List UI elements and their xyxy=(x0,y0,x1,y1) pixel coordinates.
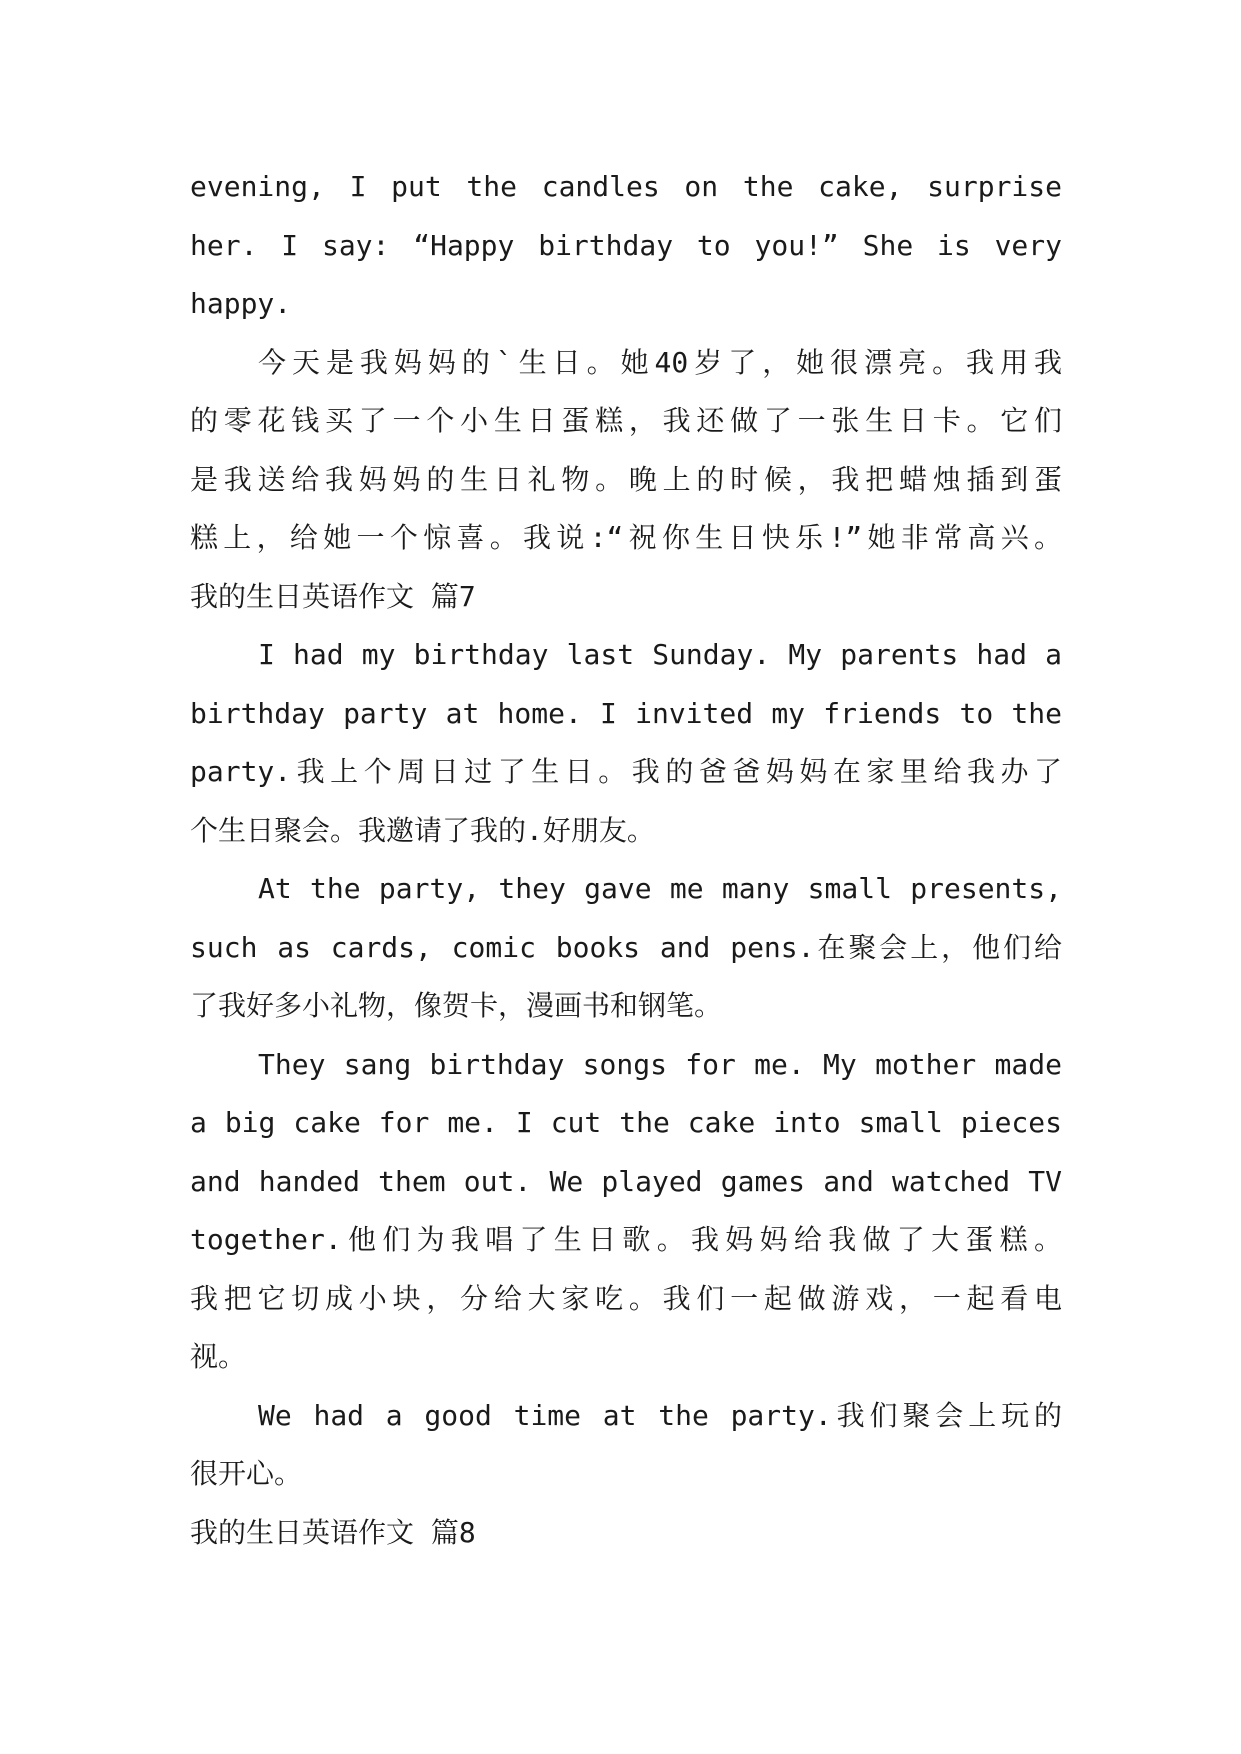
text-line: 的零花钱买了一个小生日蛋糕，我还做了一张生日卡。它们 xyxy=(190,404,1062,437)
paragraph-english-ending xyxy=(190,158,1062,334)
text-line: We had a good time at the party.我们聚会上玩的 xyxy=(258,1398,1062,1432)
paragraph-songs-cake xyxy=(190,1036,1062,1387)
paragraph-last-sunday xyxy=(190,626,1062,860)
text-line: I had my birthday last Sunday. My parents had a xyxy=(258,638,1062,671)
text-line: 是我送给我妈妈的生日礼物。晚上的时候，我把蜡烛插到蛋 xyxy=(190,462,1062,496)
text-line: party.我上个周日过了生日。我的爸爸妈妈在家里给我办了 xyxy=(190,755,1062,788)
text-line: 个生日聚会。我邀请了我的.好朋友。 xyxy=(190,813,655,847)
paragraph-presents xyxy=(190,860,1062,1036)
section-heading-essay-8: 我的生日英语作文 篇8 xyxy=(190,1515,476,1549)
text-line: birthday party at home. I invited my friends to the xyxy=(190,696,1062,730)
text-line: 今天是我妈妈的`生日。她40岁了，她很漂亮。我用我 xyxy=(258,345,1062,379)
text-line: 很开心。 xyxy=(190,1457,303,1490)
section-heading-essay-7: 我的生日英语作文 篇7 xyxy=(190,579,476,613)
text-line: They sang birthday songs for me. My mother made xyxy=(258,1047,1062,1081)
paragraph-chinese-translation xyxy=(190,334,1062,568)
paragraph-good-time xyxy=(190,1387,1062,1504)
text-line: and handed them out. We played games and watched TV xyxy=(190,1164,1062,1198)
text-line: evening, I put the candles on the cake, surprise xyxy=(190,170,1062,203)
text-line: 我把它切成小块，分给大家吃。我们一起做游戏，一起看电 xyxy=(190,1281,1062,1315)
text-line: 了我好多小礼物，像贺卡，漫画书和钢笔。 xyxy=(190,989,723,1022)
text-line: 视。 xyxy=(190,1340,247,1373)
text-line: such as cards, comic books and pens.在聚会上，他们给 xyxy=(190,930,1062,964)
text-line: a big cake for me. I cut the cake into small pieces xyxy=(190,1106,1062,1139)
text-line: 糕上，给她一个惊喜。我说:“祝你生日快乐!”她非常高兴。 xyxy=(190,521,1062,554)
text-line: At the party, they gave me many small presents, xyxy=(258,872,1062,905)
text-line: together.他们为我唱了生日歌。我妈妈给我做了大蛋糕。 xyxy=(190,1223,1062,1256)
text-line: happy. xyxy=(190,287,292,320)
text-line: her. I say: “Happy birthday to you!” She is very xyxy=(190,228,1062,262)
document-body xyxy=(190,158,1062,1562)
